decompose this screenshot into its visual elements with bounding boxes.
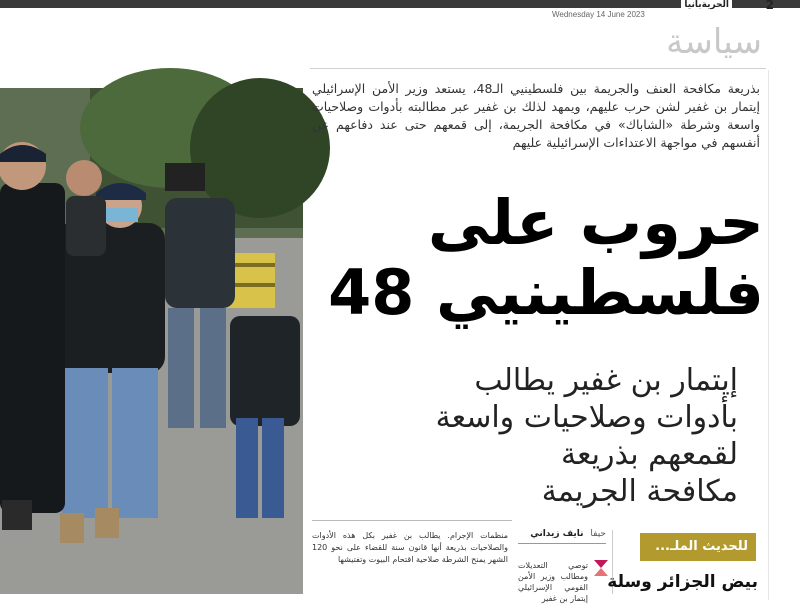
subheadline-line: لقمعهم بذريعة — [561, 437, 738, 472]
byline-author: نايف زيداني — [530, 529, 584, 539]
sidebar-teaser: بيض الجزائر وسلة — [607, 572, 758, 592]
section-divider — [310, 68, 766, 69]
subheadline-line: مكافحة الجريمة — [541, 474, 738, 509]
page-edge-divider — [768, 70, 769, 600]
article-lead: بذريعة مكافحة العنف والجريمة بين فلسطينيي الـ48، يستعد وزير الأمن الإسرائيلي إيتمار بن غفير لشن حرب عليهم، ويمهد لذلك بن غفير عبر مطالبته بأدوات وصلاحيات واسعة وشرطة «الشاباك» في مكافحة الجريمة، إلى قمعهم حتى عند دفاعهم عن أنفسهم في مواجهة الاعتداءات الإسرائيلية عليهم — [312, 81, 760, 150]
headline — [318, 188, 764, 328]
subheadline — [330, 362, 738, 510]
issue-date: Wednesday 14 June 2023 — [552, 10, 645, 19]
body-column-left: منظمات الإجرام. يطالب بن غفير بكل هذه الأدوات والصلاحيات بذريعة أنها قانون سنة للقضاء على نحو 120 الشهر يمنح الشرطة صلاحية اقتحام البيوت وتفتيشها — [312, 531, 508, 564]
byline-location: حيفا — [590, 529, 606, 539]
body-column-right: توصي التعديلات ومطالب وزير الأمن القومي الإسرائيلي إيتمار بن غفير — [518, 561, 588, 603]
article-photo — [0, 88, 303, 594]
headline-line: فلسطينيي 48 — [328, 256, 764, 329]
subheadline-line: بأدوات وصلاحيات واسعة — [435, 400, 738, 435]
subheadline-line: إيتمار بن غفير يطالب — [474, 363, 738, 398]
byline-underline — [518, 543, 606, 544]
masthead-name: الحريةبانيا — [681, 0, 732, 10]
page-number: 2 — [765, 0, 774, 12]
byline — [518, 529, 606, 539]
section-title: سياسة — [666, 22, 762, 62]
sidebar-badge: للحديث الملـ... — [640, 533, 756, 561]
headline-line: حروب على — [427, 186, 764, 259]
body-divider — [312, 520, 512, 521]
